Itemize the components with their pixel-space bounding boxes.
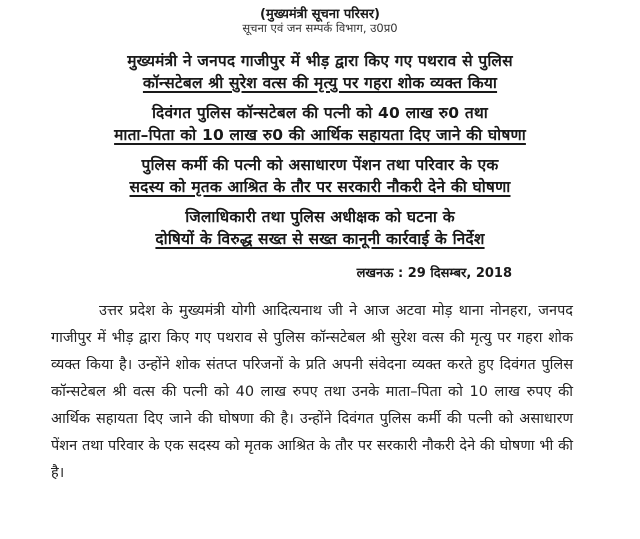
headline-4-line-1: जिलाधिकारी तथा पुलिस अधीक्षक को घटना के (185, 208, 455, 226)
headline-3-line-1: पुलिस कर्मी की पत्नी को असाधारण पेंशन तथा परिवार के एक (141, 156, 499, 174)
header-title: (मुख्यमंत्री सूचना परिसर) (260, 7, 380, 22)
body-text: उत्तर प्रदेश के मुख्यमंत्री योगी आदित्यनाथ जी ने आज अटवा मोड़ थाना नोनहरा, जनपद गाजीपुर में भीड़ द्वारा किए गए पथराव से पुलिस कॉन्सटेबल श्री सुरेश वत्स की मृत्यु पर गहरा शोक व्यक्त किया है। उन्होंने शोक संतप्त परिजनों के प्रति अपनी संवेदना व्यक्त करते हुए दिवंगत पुलिस कॉन्सटेबल श्री वत्स की पत्नी को 40 लाख रुपए तथा उनके माता–पिता को 10 लाख रुपए की आर्थिक सहायता दिए जाने की घोषणा की है। उन्होंने दिवंगत पुलिस कर्मी की पत्नी को असाधारण पेंशन तथा परिवार के एक सदस्य को मृतक आश्रित के तौर पर सरकारी नौकरी देने की घोषणा भी की है। (51, 303, 573, 481)
headline-2-line-2: माता–पिता को 10 लाख रु0 की आर्थिक सहायता दिए जाने की घोषणा (114, 126, 526, 144)
headline-3-line-2: सदस्य को मृतक आश्रित के तौर पर सरकारी नौकरी देने की घोषणा (129, 178, 511, 196)
body-paragraph (51, 298, 573, 487)
headline-4-line-2: दोषियों के विरुद्ध सख्त से सख्त कानूनी कार्रवाई के निर्देश (155, 230, 485, 248)
headline-4 (0, 206, 640, 250)
headline-1-line-2: कॉन्सटेबल श्री सुरेश वत्स की मृत्यु पर गहरा शोक व्यक्त किया (142, 74, 498, 92)
headline-1 (0, 50, 640, 94)
dateline: लखनऊ : 29 दिसम्बर, 2018 (356, 266, 512, 281)
headline-3 (0, 154, 640, 198)
headline-2-line-1: दिवंगत पुलिस कॉन्सटेबल की पत्नी को 40 लाख रु0 तथा (152, 104, 488, 122)
header-subtitle: सूचना एवं जन सम्पर्क विभाग, उ0प्र0 (242, 21, 398, 35)
headline-2 (0, 102, 640, 146)
headline-1-line-1: मुख्यमंत्री ने जनपद गाजीपुर में भीड़ द्वारा किए गए पथराव से पुलिस (127, 52, 513, 70)
